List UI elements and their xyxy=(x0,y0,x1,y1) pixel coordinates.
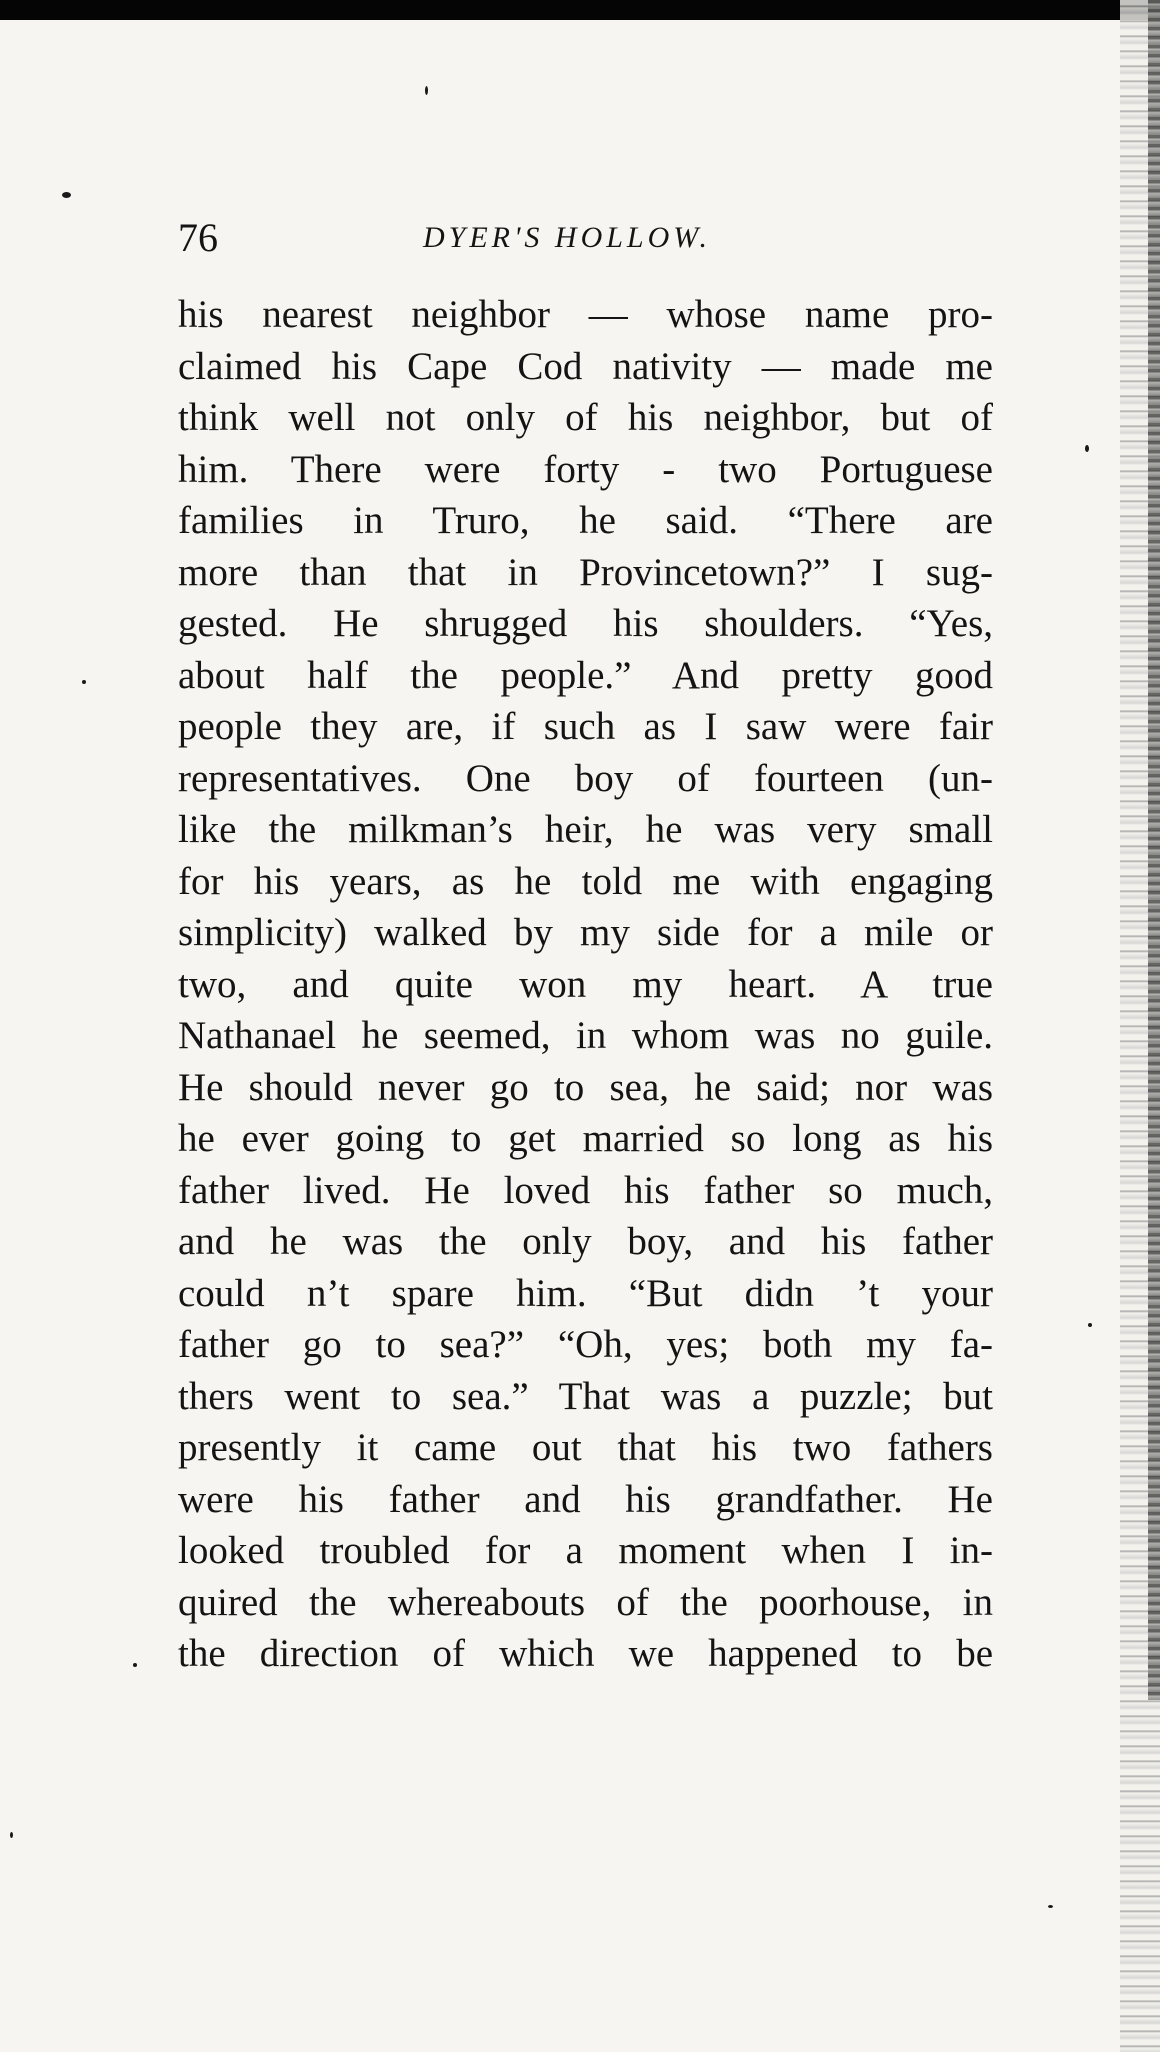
scan-speck xyxy=(10,1832,13,1838)
text-line: were his father and his grandfather. He xyxy=(178,1477,993,1521)
scan-speck xyxy=(1088,1323,1092,1327)
text-line: about half the people.” And pretty good xyxy=(178,653,993,697)
scan-speck xyxy=(1048,1905,1053,1908)
text-line: he ever going to get married so long as his xyxy=(178,1117,993,1160)
running-title: DYER'S HOLLOW. xyxy=(423,221,712,254)
text-line: like the milkman’s heir, he was very small xyxy=(178,808,993,851)
page-number: 76 xyxy=(178,215,218,260)
text-line: could n’t spare him. “But didn ’t your xyxy=(178,1271,993,1315)
text-line: looked troubled for a moment when I in- xyxy=(178,1529,993,1572)
body-text xyxy=(178,289,993,1680)
scan-speck xyxy=(133,1663,137,1667)
text-line: and he was the only boy, and his father xyxy=(178,1220,993,1263)
scan-speck xyxy=(62,192,71,198)
text-line: thers went to sea.” That was a puzzle; but xyxy=(178,1374,993,1418)
text-line: father go to sea?” “Oh, yes; both my fa- xyxy=(178,1323,993,1366)
text-line: for his years, as he told me with engaging xyxy=(178,859,993,903)
scan-speck xyxy=(82,680,86,684)
text-line: presently it came out that his two fathers xyxy=(178,1426,993,1469)
text-line: father lived. He loved his father so much, xyxy=(178,1168,993,1212)
text-line: representatives. One boy of fourteen (un- xyxy=(178,756,993,800)
text-line: his nearest neighbor — whose name pro- xyxy=(178,293,993,336)
text-line: gested. He shrugged his shoulders. “Yes, xyxy=(178,602,993,645)
text-line: families in Truro, he said. “There are xyxy=(178,499,993,542)
text-line: simplicity) walked by my side for a mile or xyxy=(178,911,993,954)
text-line: two, and quite won my heart. A true xyxy=(178,962,993,1006)
running-head xyxy=(178,210,993,266)
text-line: Nathanael he seemed, in whom was no guile. xyxy=(178,1014,993,1057)
text-line: the direction of which we happened to be xyxy=(178,1632,993,1675)
text-line: He should never go to sea, he said; nor was xyxy=(178,1065,993,1109)
scan-speck xyxy=(1085,445,1089,452)
scan-speck xyxy=(425,86,428,95)
text-line: people they are, if such as I saw were fair xyxy=(178,705,993,748)
text-line: quired the whereabouts of the poorhouse, in xyxy=(178,1580,993,1624)
scan-top-border xyxy=(0,0,1160,20)
text-line: think well not only of his neighbor, but of xyxy=(178,396,993,439)
text-line: him. There were forty - two Portuguese xyxy=(178,447,993,491)
text-line: more than that in Provincetown?” I sug- xyxy=(178,550,993,594)
text-line: claimed his Cape Cod nativity — made me xyxy=(178,344,993,388)
scan-page-edge-shadow xyxy=(1148,0,1160,1700)
